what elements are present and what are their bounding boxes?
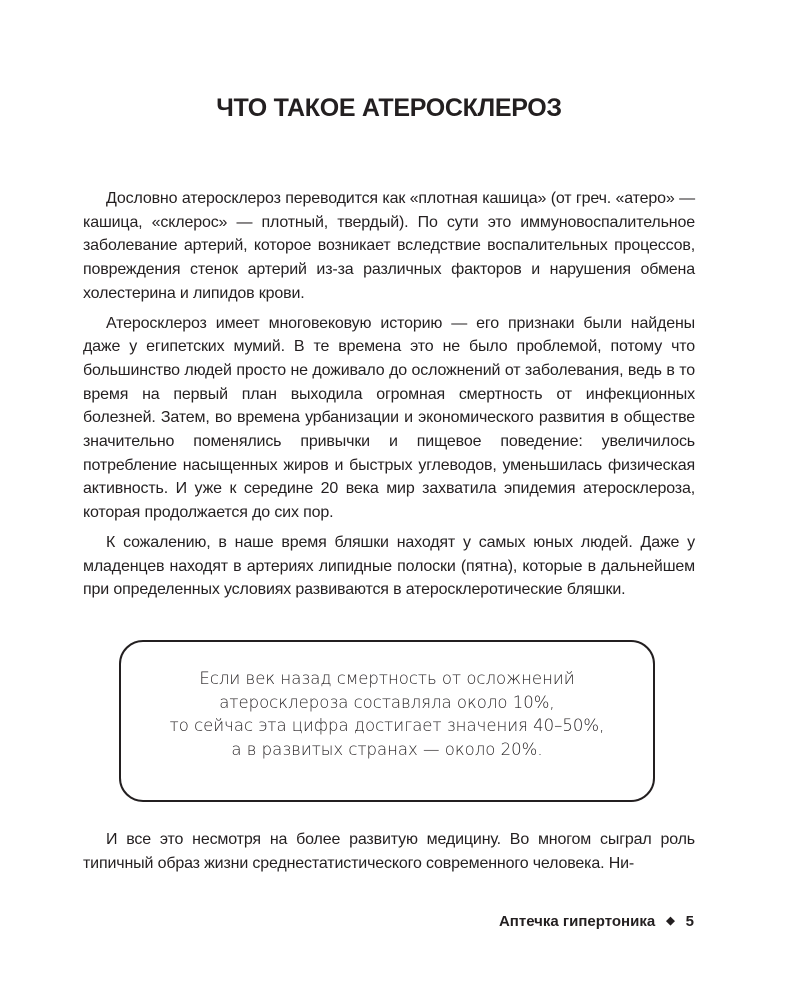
callout-line: а в развитых странах — около 20%. (231, 739, 543, 759)
callout-line: то сейчас эта цифра достигает значения 40–50%, (169, 716, 605, 735)
paragraph-modern-lifestyle: И все это несмотря на более развитую медицину. Во многом сыграл роль типичный образ жизни среднестатистического современного человека. Ни- (83, 831, 695, 872)
article-continuation (83, 828, 695, 881)
page-title: ЧТО ТАКОЕ АТЕРОСКЛЕРОЗ (216, 94, 562, 122)
footer-book-title: Аптечка гипертоника (498, 913, 656, 930)
callout-line: атеросклероза составляла около 10%, (219, 692, 555, 712)
paragraph-history: Атеросклероз имеет многовековую историю — его признаки были найдены даже у египетских мумий. В те времена это не было проблемой, потому что большинство людей просто не доживало до осложнений от заболевания, ведь в то время на первый план выходила огромная смертность от инфекционных болезней. Затем, во времена урбанизации и экономического развития в обществе значительно поменялись привычки и пищевое поведение: увеличилось потребление насыщенных жиров и быстрых углеводов, уменьшилась физическая активность. И уже к середине 20 века мир захватила эпидемия атеросклероза, которая продолжается до сих пор. (83, 314, 695, 522)
callout-line: Если век назад смертность от осложнений (199, 669, 575, 688)
paragraph-young-people: К сожалению, в наше время бляшки находят у самых юных людей. Даже у младенцев находят в артериях липидные полоски (пятна), которые в дальнейшем при определенных условиях развиваются в атеросклеротические бляшки. (83, 533, 695, 599)
page-footer (499, 913, 694, 930)
callout-box (119, 640, 655, 802)
callout-text (170, 667, 605, 761)
page-number: 5 (685, 913, 694, 930)
article-body (83, 187, 695, 608)
paragraph-etymology: Дословно атеросклероз переводится как «плотная кашица» (от греч. «атеро» — кашица, «склерос» — плотный, твердый). По сути это иммуновоспалительное заболевание артерий, которое возникает вследствие воспалительных процессов, повреждения стенок артерий из-за различных факторов и нарушения обмена холестерина и липидов крови. (83, 190, 695, 302)
diamond-bullet-icon: ◆ (666, 915, 675, 927)
